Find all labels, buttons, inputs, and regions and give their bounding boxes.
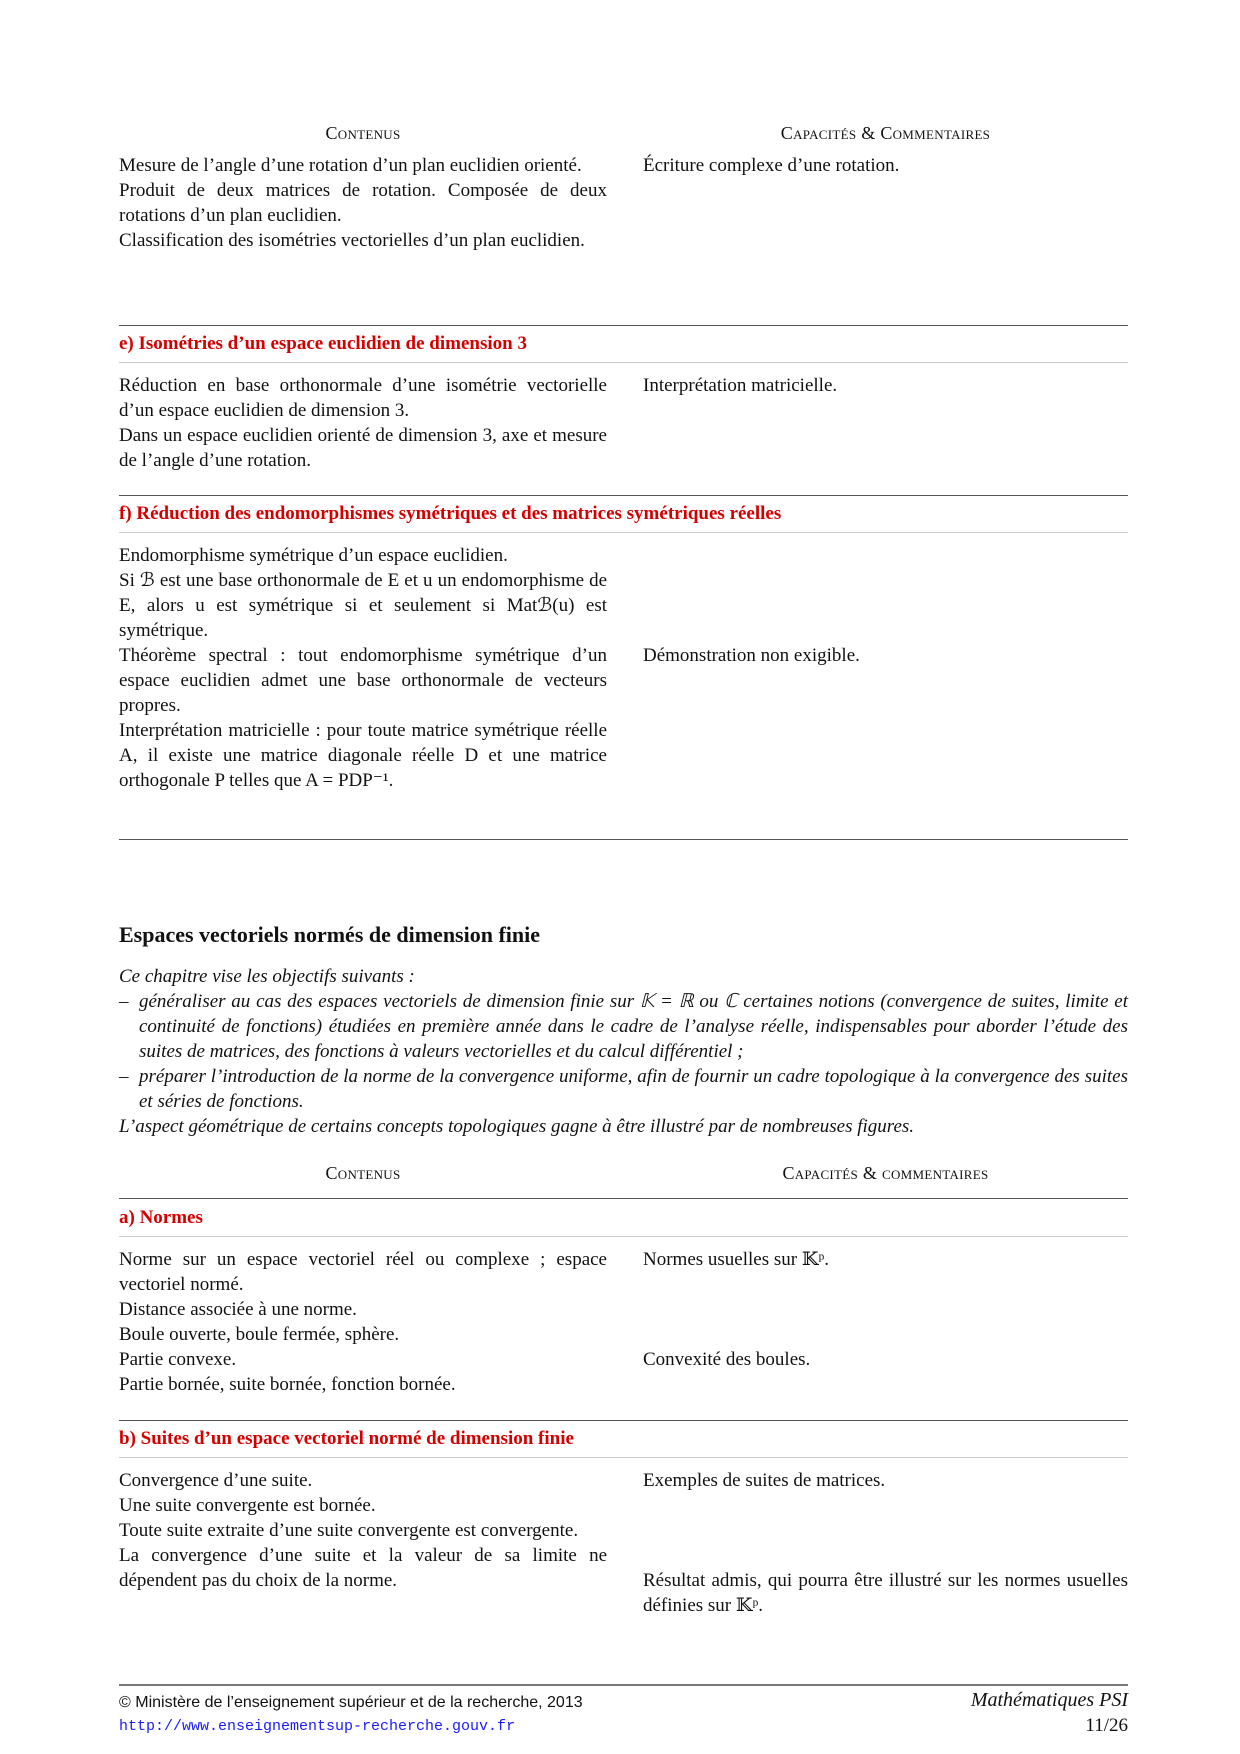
divider bbox=[119, 1236, 1128, 1237]
comment: Interprétation matricielle. bbox=[643, 375, 838, 396]
divider bbox=[119, 495, 1128, 496]
divider bbox=[119, 839, 1128, 840]
footer-divider bbox=[119, 1684, 1128, 1686]
comment: Exemples de suites de matrices. bbox=[643, 1470, 886, 1491]
divider bbox=[119, 325, 1128, 326]
comment: Démonstration non exigible. bbox=[643, 645, 860, 666]
content-item: Réduction en base orthonormale d’une isométrie vectorielle d’un espace euclidien de dimension 3. bbox=[119, 375, 607, 421]
divider bbox=[119, 1457, 1128, 1458]
row-contents bbox=[119, 373, 607, 473]
chapter-intro bbox=[119, 964, 1128, 1139]
content-item: Endomorphisme symétrique d’un espace euclidien. bbox=[119, 545, 508, 566]
content-item: Si ℬ est une base orthonormale de E et u un endomorphisme de E, alors u est symétrique si et seulement si Matℬ(u) est symétrique. bbox=[119, 570, 607, 641]
section-heading-e: e) Isométries d’un espace euclidien de dimension 3 bbox=[119, 333, 527, 354]
column-header-capacites: Capacités & commentaires bbox=[782, 1163, 989, 1183]
content-item: Norme sur un espace vectoriel réel ou complexe ; espace vectoriel normé. bbox=[119, 1249, 607, 1295]
section-heading-a: a) Normes bbox=[119, 1207, 203, 1228]
content-item: Mesure de l’angle d’une rotation d’un plan euclidien orienté. bbox=[119, 155, 582, 176]
divider bbox=[119, 532, 1128, 533]
row-contents bbox=[119, 1247, 607, 1397]
chapter-title: Espaces vectoriels normés de dimension finie bbox=[119, 922, 541, 947]
content-item: Interprétation matricielle : pour toute matrice symétrique réelle A, il existe une matrice diagonale réelle D et une matrice orthogonale P telles que A = PDP⁻¹. bbox=[119, 720, 607, 791]
footer-subject: Mathématiques PSI bbox=[970, 1689, 1128, 1711]
divider bbox=[119, 1198, 1128, 1199]
content-item: La convergence d’une suite et la valeur de sa limite ne dépendent pas du choix de la norme. bbox=[119, 1545, 607, 1591]
content-item: Toute suite extraite d’une suite convergente est convergente. bbox=[119, 1520, 579, 1541]
row-contents bbox=[119, 1468, 607, 1593]
row-contents bbox=[119, 543, 607, 793]
content-item: Théorème spectral : tout endomorphisme symétrique d’un espace euclidien admet une base orthonormale de vecteurs propres. bbox=[119, 645, 607, 716]
content-item: Partie convexe. bbox=[119, 1349, 237, 1370]
column-header-contenus: Contenus bbox=[325, 123, 401, 143]
column-header-capacites: Capacités & Commentaires bbox=[780, 123, 991, 143]
comment: Normes usuelles sur 𝕂ᵖ. bbox=[643, 1249, 830, 1270]
content-item: Classification des isométries vectorielles d’un plan euclidien. bbox=[119, 230, 585, 251]
objective-item: – généraliser au cas des espaces vectoriels de dimension finie sur 𝕂 = ℝ ou ℂ certaines notions (convergence de suites, limite et continuité de fonctions) étudiées en première année dans le cadre de l’analyse réelle, indispensables pour aborder l’étude des suites de matrices, des fonctions à valeurs vectorielles et du calcul différentiel ; bbox=[119, 989, 1128, 1064]
section-heading-b: b) Suites d’un espace vectoriel normé de dimension finie bbox=[119, 1428, 574, 1449]
content-item: Dans un espace euclidien orienté de dimension 3, axe et mesure de l’angle d’une rotation. bbox=[119, 425, 607, 471]
content-item: Produit de deux matrices de rotation. Composée de deux rotations d’un plan euclidien. bbox=[119, 180, 607, 226]
comment: Résultat admis, qui pourra être illustré sur les normes usuelles définies sur 𝕂ᵖ. bbox=[643, 1570, 1128, 1616]
content-item: Convergence d’une suite. bbox=[119, 1470, 313, 1491]
column-header-contenus: Contenus bbox=[325, 1163, 401, 1183]
content-item: Partie bornée, suite bornée, fonction bornée. bbox=[119, 1374, 456, 1395]
footer-copyright: © Ministère de l’enseignement supérieur et de la recherche, 2013 bbox=[119, 1694, 583, 1711]
divider bbox=[119, 1420, 1128, 1421]
comment: Écriture complexe d’une rotation. bbox=[643, 155, 900, 176]
page-number: 11/26 bbox=[1085, 1715, 1128, 1736]
intro-text: Ce chapitre vise les objectifs suivants : bbox=[119, 966, 415, 987]
divider bbox=[119, 362, 1128, 363]
footer-link[interactable]: http://www.enseignementsup-recherche.gouv.fr bbox=[119, 1718, 516, 1735]
section-heading-f: f) Réduction des endomorphismes symétriques et des matrices symétriques réelles bbox=[119, 503, 782, 524]
row-contents bbox=[119, 153, 607, 253]
content-item: Une suite convergente est bornée. bbox=[119, 1495, 376, 1516]
content-item: Boule ouverte, boule fermée, sphère. bbox=[119, 1324, 400, 1345]
content-item: Distance associée à une norme. bbox=[119, 1299, 357, 1320]
comment: Convexité des boules. bbox=[643, 1349, 811, 1370]
objective-item: – préparer l’introduction de la norme de la convergence uniforme, afin de fournir un cadre topologique à la convergence des suites et séries de fonctions. bbox=[119, 1064, 1128, 1114]
outro-text: L’aspect géométrique de certains concepts topologiques gagne à être illustré par de nombreuses figures. bbox=[119, 1116, 915, 1137]
